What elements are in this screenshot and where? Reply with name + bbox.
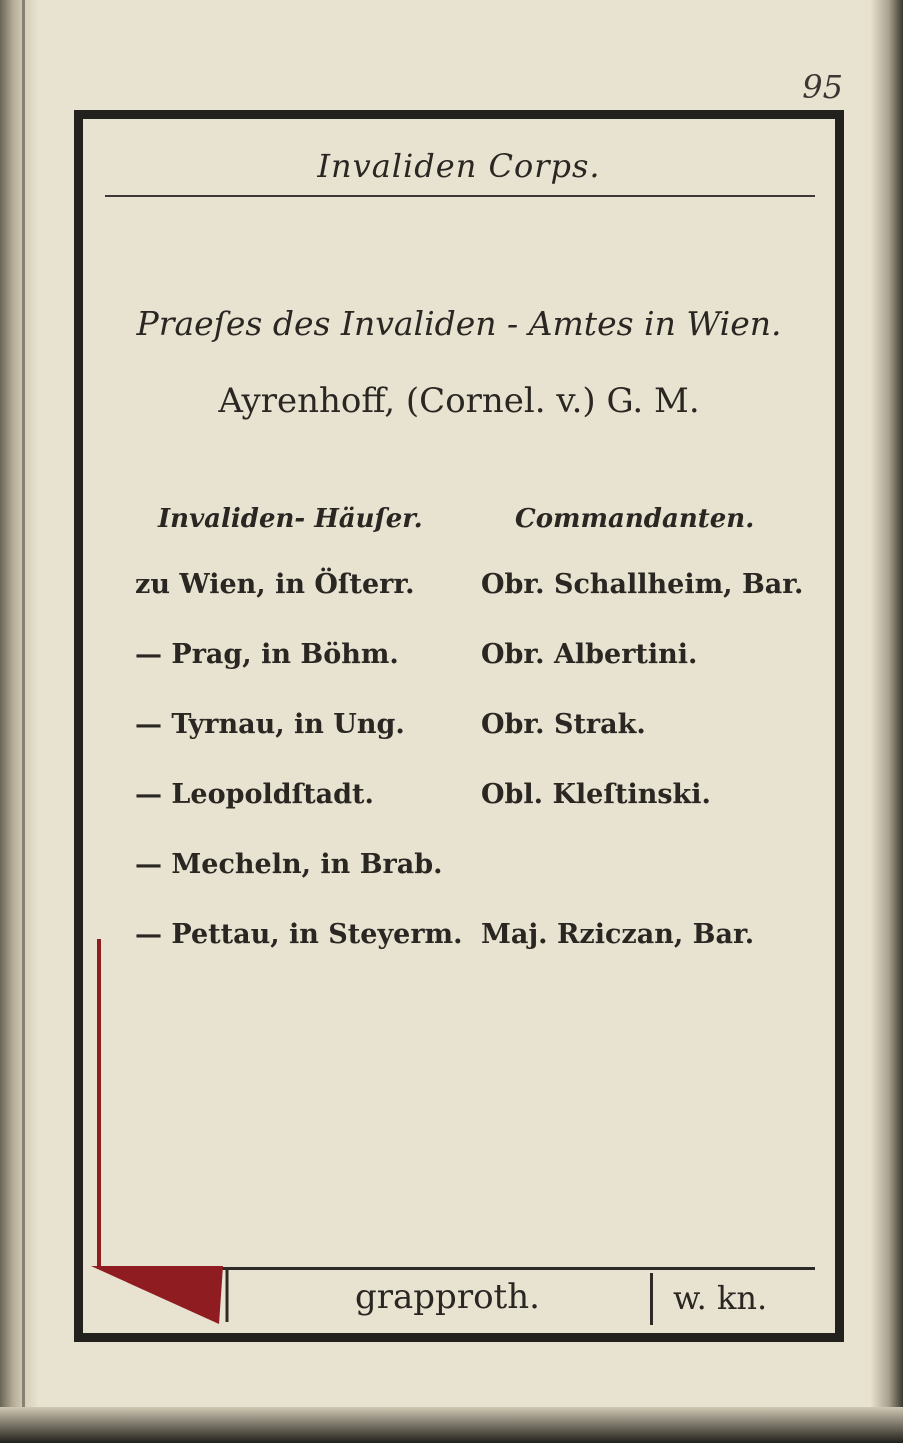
page-edge-bottom — [0, 1407, 903, 1443]
column-header-commandants: Commandanten. — [515, 504, 755, 534]
uniform-table-frame — [74, 110, 844, 1342]
book-spine-left — [0, 0, 38, 1443]
page-edge-right — [871, 0, 903, 1443]
table-row — [83, 569, 835, 639]
spine-edge-line — [22, 0, 25, 1443]
table-row — [83, 849, 835, 919]
table-row — [83, 779, 835, 849]
location-cell: — Tyrnau, in Ung. — [135, 709, 405, 740]
table-row — [83, 919, 835, 989]
section-title: Invaliden Corps. — [317, 147, 601, 185]
praeses-name: Ayrenhoff, (Cornel. v.) G. M. — [218, 381, 700, 421]
commandant-cell: Obr. Strak. — [481, 709, 646, 740]
location-cell: — Pettau, in Steyerm. — [135, 919, 463, 950]
column-header-houses: Invaliden- Häuſer. — [158, 504, 423, 534]
red-pennant-icon — [91, 1264, 231, 1326]
location-cell: — Mecheln, in Brab. — [135, 849, 443, 880]
facing-color-label: grapproth. — [355, 1277, 540, 1317]
table-row — [83, 639, 835, 709]
commandant-cell: Obr. Albertini. — [481, 639, 698, 670]
button-code-label: w. kn. — [673, 1279, 768, 1317]
commandant-cell: Maj. Rziczan, Bar. — [481, 919, 755, 950]
location-cell: zu Wien, in Öſterr. — [135, 569, 415, 600]
location-cell: — Leopoldſtadt. — [135, 779, 374, 810]
location-cell: — Prag, in Böhm. — [135, 639, 399, 670]
red-color-edge — [97, 939, 101, 1269]
invaliden-table — [83, 569, 835, 989]
table-row — [83, 709, 835, 779]
commandant-cell: Obr. Schallheim, Bar. — [481, 569, 804, 600]
page-number: 95 — [802, 68, 843, 106]
footer-column-divider — [650, 1273, 653, 1325]
commandant-cell: Obl. Kleſtinski. — [481, 779, 711, 810]
header-divider — [105, 195, 815, 197]
praeses-title: Praeſes des Invaliden - Amtes in Wien. — [136, 304, 782, 343]
